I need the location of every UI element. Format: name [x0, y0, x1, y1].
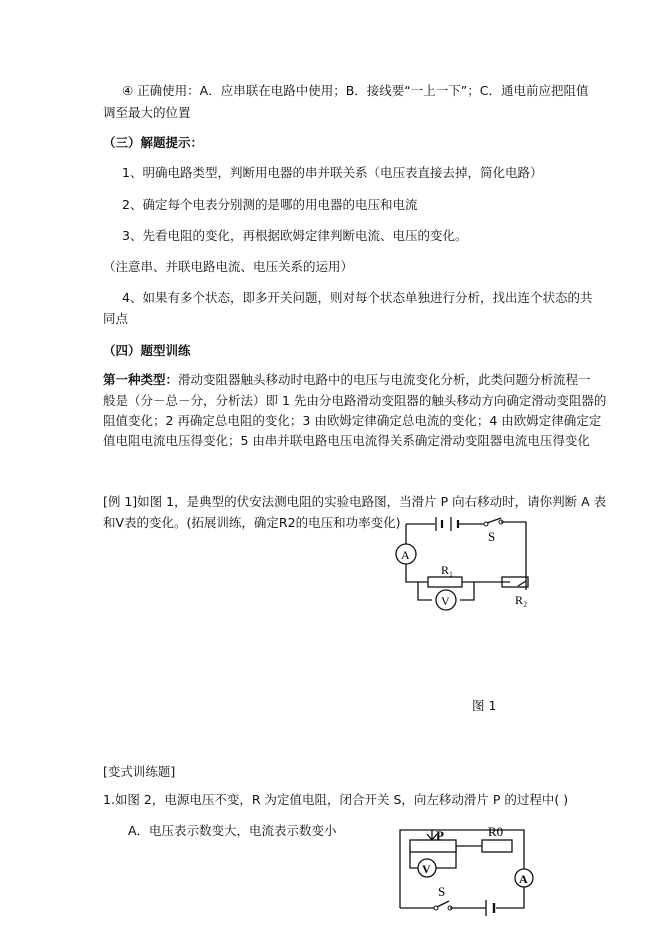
wire-right-bottom: [496, 886, 524, 908]
voltmeter-label: V: [422, 862, 431, 876]
r2-label: R₂: [515, 593, 528, 607]
type1-line-4: 值电阻电流电压得变化；5 由串并联电路电压电流得关系确定滑动变阻器电流电压得变化: [103, 433, 590, 448]
example1-line-1: [例 1]如图 1，是典型的伏安法测电阻的实验电路图，当滑片 P 向右移动时，请你判断 A 表: [103, 494, 607, 509]
usage-line-2: 调至最大的位置: [103, 105, 191, 120]
example1-line-2: 和V表的变化。(拓展训练，确定R2的电压和功率变化): [103, 515, 401, 530]
variant-title: [变式训练题]: [103, 764, 176, 779]
switch-label: S: [488, 529, 496, 544]
ammeter-label: A: [401, 548, 410, 562]
ammeter-label: A: [519, 872, 528, 886]
figure1-caption: 图 1: [472, 698, 497, 713]
type1-text: 滑动变阻器触头移动时电路中的电压与电流变化分析，此类问题分析流程一: [178, 372, 591, 387]
wire-voltmeter-left: [418, 582, 432, 600]
wire-top-right: [501, 522, 526, 581]
slider-arrow: [518, 581, 526, 586]
tip-3: 3、先看电阻的变化，再根据欧姆定律判断电流、电压的变化。: [122, 228, 468, 243]
switch-label: S: [438, 884, 446, 899]
resistor-r0: [482, 840, 512, 852]
usage-line-1: ④ 正确使用：A．应串联在电路中使用；B．接线要“一上一下”；C．通电前应把阻值: [122, 83, 589, 98]
type1-line-3: 阻值变化；2 再确定总电阻的变化；3 由欧姆定律确定总电流的变化；4 由欧姆定律确定定: [103, 413, 602, 428]
r1-label: R₁: [441, 563, 454, 577]
question-1-option-a: A．电压表示数变大，电流表示数变小: [128, 823, 337, 838]
note-line: （注意串、并联电路电流、电压关系的运用）: [103, 259, 354, 274]
circuit-figure-2: [388, 820, 548, 932]
switch-blade: [437, 901, 449, 907]
type1-label: 第一种类型：: [103, 372, 179, 387]
type1-line-2: 般是（分－总－分，分析法）即 1 先由分电路滑动变阻器的触头移动方向确定滑动变阻器的: [103, 393, 607, 408]
heading-solving-tips: （三）解题提示：: [103, 135, 204, 150]
tip-1: 1、明确电路类型，判断用电器的串并联关系（电压表直接去掉，简化电路）: [122, 165, 543, 180]
tip-4-line-2: 同点: [103, 311, 129, 326]
rheostat: [410, 840, 456, 852]
type1-line-1: [103, 372, 591, 388]
question-1: 1.如图 2，电源电压不变，R 为定值电阻，闭合开关 S，向左移动滑片 P 的过程中( ): [103, 792, 569, 807]
wire-left-bottom: [406, 564, 428, 582]
r0-label: R0: [488, 824, 504, 839]
voltmeter-label: V: [441, 594, 450, 608]
resistor-r1: [428, 577, 462, 587]
slider-label: P: [436, 828, 444, 843]
tip-2: 2、确定每个电表分别测的是哪的用电器的电压和电流: [122, 197, 418, 212]
tip-4-line-1: 4、如果有多个状态，即多开关问题，则对每个状态单独进行分析，找出连个状态的共: [122, 290, 593, 305]
circuit-figure-1: [388, 514, 538, 614]
heading-practice: （四）题型训练: [103, 343, 191, 358]
